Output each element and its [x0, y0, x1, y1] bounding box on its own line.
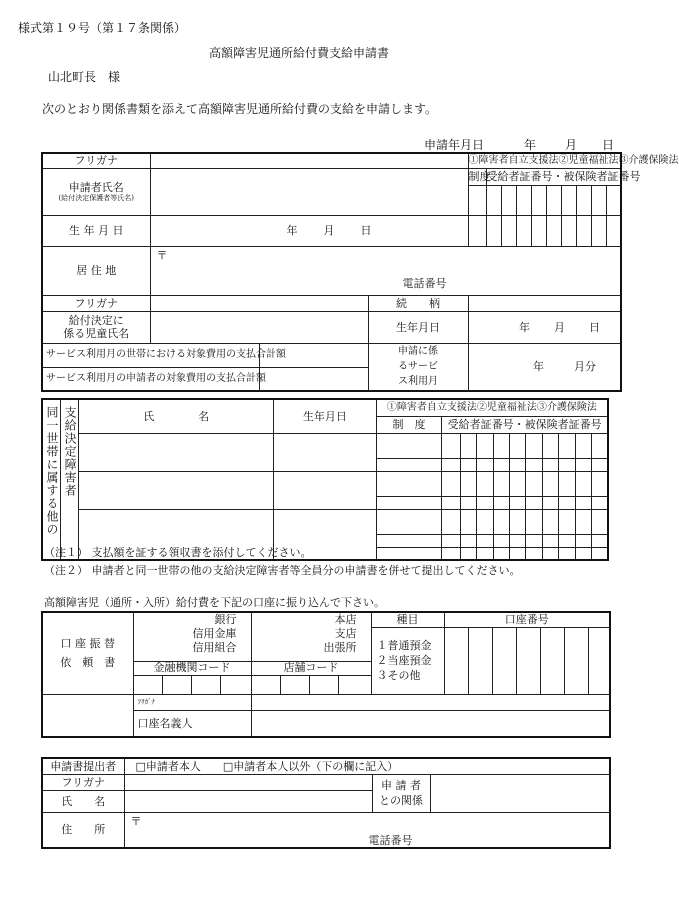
child-name-field[interactable]	[150, 311, 368, 343]
branch-code-digit[interactable]	[280, 675, 309, 694]
branch-type-3: 出張所	[323, 641, 357, 654]
applicant-total-field[interactable]	[259, 367, 368, 391]
member-number-digit[interactable]	[591, 458, 608, 471]
household-member-name[interactable]	[79, 433, 274, 471]
member-system[interactable]	[376, 458, 442, 471]
member-number-digit[interactable]	[442, 496, 460, 509]
submitter-table	[41, 757, 611, 849]
recipient-number-digit[interactable]	[486, 215, 501, 246]
recipient-number-digit[interactable]	[531, 215, 546, 246]
recipient-number-digit[interactable]	[546, 185, 561, 215]
household-member-name[interactable]	[79, 471, 274, 509]
service-month-field[interactable]	[468, 343, 621, 391]
bank-code-label: 金融機関コード	[133, 661, 251, 675]
member-number-digit[interactable]	[559, 534, 575, 547]
member-number-digit[interactable]	[477, 496, 493, 509]
member-number-digit[interactable]	[509, 433, 525, 458]
application-date-day: 日	[602, 138, 615, 152]
member-number-digit[interactable]	[575, 547, 591, 560]
bank-type-3: 信用組合	[192, 641, 237, 654]
member-number-digit[interactable]	[460, 458, 476, 471]
submitter-relation-label-2: との関係	[379, 794, 423, 807]
member-number-digit[interactable]	[591, 496, 608, 509]
intro-text: 次のとおり関係書類を添えて高額障害児通所給付費の支給を申請します。	[42, 102, 438, 116]
branch-code-digit[interactable]	[338, 675, 371, 694]
submitter-relation-label-1: 申 請 者	[381, 779, 421, 792]
bank-code-digit[interactable]	[133, 675, 162, 694]
child-relation-field[interactable]	[468, 295, 621, 311]
member-number-digit[interactable]	[542, 547, 558, 560]
applicant-birth-field[interactable]	[150, 215, 468, 246]
bank-code-digit[interactable]	[162, 675, 191, 694]
member-number-digit[interactable]	[442, 471, 460, 496]
submitter-relation-field[interactable]	[430, 774, 610, 812]
child-birth-field[interactable]	[468, 311, 621, 343]
child-name-label-1: 給付決定に	[68, 314, 124, 327]
submitter-other-checkbox[interactable]: □申請者本人以外（下の欄に記入）	[222, 759, 399, 773]
branch-code-digit[interactable]	[309, 675, 338, 694]
member-number-digit[interactable]	[477, 534, 493, 547]
application-date-label: 申請年月日	[424, 138, 485, 152]
applicant-address-field[interactable]	[150, 246, 621, 295]
member-number-digit[interactable]	[591, 433, 608, 458]
household-law-options: ①障害者自立支援法②児童福祉法③介護保険法	[376, 399, 608, 416]
account-number-digit[interactable]	[564, 627, 588, 694]
member-number-digit[interactable]	[526, 547, 542, 560]
child-name-label	[42, 311, 150, 343]
holder-name-field[interactable]	[251, 710, 610, 737]
member-number-digit[interactable]	[526, 496, 542, 509]
account-type-3[interactable]: ３その他	[376, 669, 421, 682]
birth-month-unit: 月	[323, 224, 335, 237]
applicant-law-options: ①障害者自立支援法②児童福祉法③介護保険法	[468, 153, 621, 168]
branch-code-digit[interactable]	[251, 675, 280, 694]
bank-type-1: 銀行	[214, 613, 237, 626]
recipient-number-digit[interactable]	[606, 215, 621, 246]
member-number-digit[interactable]	[442, 458, 460, 471]
service-month-label-1: 申請に係	[398, 346, 438, 358]
applicant-name-sub: (給付決定保護者等氏名)	[58, 193, 134, 202]
service-month-label-2: るサービ	[398, 361, 438, 373]
bank-code-digit[interactable]	[191, 675, 220, 694]
household-member-birth[interactable]	[274, 433, 377, 471]
application-date-month: 月	[565, 138, 578, 152]
applicant-birth-label: 生 年 月 日	[42, 215, 150, 246]
postal-mark: 〒	[156, 248, 168, 262]
service-month-unit: 月分	[574, 360, 597, 374]
account-number-digit[interactable]	[588, 627, 610, 694]
account-type-label: 種目	[371, 612, 444, 627]
applicant-total-label: サービス利用月の申請者の対象費用の支払合計額	[42, 367, 259, 391]
child-name-label-2: 係る児童氏名	[63, 327, 130, 340]
member-number-digit[interactable]	[575, 433, 591, 458]
recipient-number-digit[interactable]	[516, 185, 531, 215]
account-type-1[interactable]: １普通預金	[376, 639, 432, 652]
member-number-digit[interactable]	[526, 471, 542, 496]
member-number-digit[interactable]	[526, 534, 542, 547]
account-type-2[interactable]: ２当座預金	[376, 654, 432, 667]
member-number-digit[interactable]	[591, 534, 608, 547]
member-number-digit[interactable]	[559, 433, 575, 458]
submitter-self-checkbox[interactable]: □申請者本人	[135, 759, 201, 773]
member-number-digit[interactable]	[493, 547, 509, 560]
member-number-digit[interactable]	[591, 547, 608, 560]
recipient-number-digit[interactable]	[606, 185, 621, 215]
bank-type-2: 信用金庫	[192, 627, 237, 640]
member-number-digit[interactable]	[460, 509, 476, 534]
member-system[interactable]	[376, 509, 442, 534]
member-number-digit[interactable]	[526, 433, 542, 458]
member-number-digit[interactable]	[442, 433, 460, 458]
account-number-digit[interactable]	[540, 627, 564, 694]
member-number-digit[interactable]	[509, 471, 525, 496]
applicant-name-label	[42, 168, 150, 215]
submitter-name-field[interactable]	[124, 790, 372, 812]
account-number-label: 口座番号	[444, 612, 610, 627]
branch-type-1: 本店	[334, 613, 357, 626]
account-number-digit[interactable]	[468, 627, 492, 694]
household-vertical-label-2: 支給決定障害者	[60, 399, 78, 560]
applicant-system-field[interactable]	[468, 185, 486, 215]
household-name-header: 氏 名	[79, 399, 274, 433]
bank-label-spacer	[42, 694, 133, 737]
recipient-number-digit[interactable]	[531, 185, 546, 215]
submitter-furigana-label: フリガナ	[42, 774, 124, 790]
account-number-digit[interactable]	[444, 627, 468, 694]
member-number-digit[interactable]	[442, 547, 460, 560]
bank-name-field[interactable]	[133, 612, 251, 661]
member-number-digit[interactable]	[542, 458, 558, 471]
account-type-field[interactable]	[371, 627, 444, 694]
household-recipient-label: 受給者証番号・被保険者証番号	[442, 416, 608, 433]
recipient-number-digit[interactable]	[561, 185, 576, 215]
branch-code-label: 店舗コード	[251, 661, 371, 675]
service-month-label	[368, 343, 468, 391]
bank-request-label-2: 依 頼 書	[60, 656, 116, 670]
member-system[interactable]	[376, 547, 442, 560]
member-number-digit[interactable]	[442, 534, 460, 547]
child-birth-month-unit: 月	[554, 320, 566, 334]
submitter-furigana-field[interactable]	[124, 774, 372, 790]
member-number-digit[interactable]	[509, 458, 525, 471]
form-number: 様式第１９号（第１７条関係）	[18, 21, 187, 35]
bank-code-digit[interactable]	[220, 675, 251, 694]
submitter-options	[124, 758, 610, 774]
member-number-digit[interactable]	[493, 496, 509, 509]
applicant-name-field[interactable]	[150, 168, 468, 215]
member-number-digit[interactable]	[493, 534, 509, 547]
applicant-recipient-number-label: 受給者証番号・被保険者証番号	[486, 170, 641, 183]
holder-furigana-field[interactable]	[251, 694, 610, 710]
member-system[interactable]	[376, 496, 442, 509]
member-system[interactable]	[376, 534, 442, 547]
applicant-system-cell[interactable]	[468, 215, 486, 246]
member-number-digit[interactable]	[477, 547, 493, 560]
application-date-year: 年	[524, 138, 537, 152]
member-number-digit[interactable]	[542, 509, 558, 534]
child-furigana-field[interactable]	[150, 295, 368, 311]
member-number-digit[interactable]	[526, 509, 542, 534]
member-number-digit[interactable]	[591, 509, 608, 534]
household-system-label: 制 度	[376, 416, 442, 433]
member-number-digit[interactable]	[477, 433, 493, 458]
recipient-number-digit[interactable]	[501, 185, 516, 215]
birth-year-unit: 年	[286, 224, 298, 237]
birth-day-unit: 日	[360, 224, 372, 237]
applicant-address-label: 居 住 地	[42, 246, 150, 295]
bank-intro: 高額障害児（通所・入所）給付費を下記の口座に振り込んで下さい。	[44, 596, 385, 609]
member-number-digit[interactable]	[542, 534, 558, 547]
holder-furigana-label: ﾌﾘｶﾞﾅ	[133, 694, 251, 710]
member-number-digit[interactable]	[559, 496, 575, 509]
member-number-digit[interactable]	[575, 534, 591, 547]
member-number-digit[interactable]	[509, 496, 525, 509]
child-birth-year-unit: 年	[519, 320, 531, 334]
recipient-number-digit[interactable]	[576, 185, 591, 215]
member-number-digit[interactable]	[460, 433, 476, 458]
holder-name-label: 口座名義人	[133, 710, 251, 737]
recipient-number-digit[interactable]	[591, 185, 606, 215]
recipient-number-digit[interactable]	[591, 215, 606, 246]
member-number-digit[interactable]	[477, 471, 493, 496]
bank-request-label	[42, 612, 133, 694]
child-furigana-label: フリガナ	[42, 295, 150, 311]
member-number-digit[interactable]	[542, 496, 558, 509]
addressee: 山北町長 様	[48, 70, 121, 84]
child-relation-label: 続 柄	[368, 295, 468, 311]
recipient-number-digit[interactable]	[501, 215, 516, 246]
bank-table	[41, 611, 611, 738]
account-number-digit[interactable]	[516, 627, 540, 694]
recipient-number-digit[interactable]	[561, 215, 576, 246]
branch-name-field[interactable]	[251, 612, 371, 661]
member-number-digit[interactable]	[493, 471, 509, 496]
member-system[interactable]	[376, 433, 442, 458]
member-number-digit[interactable]	[509, 534, 525, 547]
member-number-digit[interactable]	[477, 458, 493, 471]
applicant-system-label: 制度	[468, 170, 491, 183]
member-number-digit[interactable]	[493, 458, 509, 471]
recipient-number-digit[interactable]	[576, 215, 591, 246]
member-number-digit[interactable]	[509, 547, 525, 560]
member-number-digit[interactable]	[559, 547, 575, 560]
service-month-label-3: ス利用月	[398, 376, 438, 388]
member-number-digit[interactable]	[442, 509, 460, 534]
member-number-digit[interactable]	[460, 471, 476, 496]
member-number-digit[interactable]	[460, 534, 476, 547]
page-title: 高額障害児通所給付費支給申請書	[209, 46, 390, 60]
submitter-address-field[interactable]	[124, 812, 610, 848]
applicant-furigana-label: フリガナ	[42, 153, 150, 168]
submitter-relation-label	[372, 774, 430, 812]
note-1: （注１） 支払額を証する領収書を添付してください。	[44, 546, 312, 559]
child-birth-label: 生年月日	[368, 311, 468, 343]
bank-request-label-1: 口 座 振 替	[60, 637, 115, 651]
service-year-unit: 年	[533, 360, 545, 374]
household-member-birth[interactable]	[274, 471, 377, 509]
member-number-digit[interactable]	[575, 458, 591, 471]
submitter-name-label: 氏 名	[42, 790, 124, 812]
member-number-digit[interactable]	[575, 471, 591, 496]
submitter-label: 申請書提出者	[42, 758, 124, 774]
recipient-number-digit[interactable]	[486, 185, 501, 215]
member-number-digit[interactable]	[591, 471, 608, 496]
submitter-phone-label: 電話番号	[368, 833, 413, 847]
member-number-digit[interactable]	[509, 509, 525, 534]
applicant-furigana-field[interactable]	[150, 153, 468, 168]
household-table	[41, 398, 609, 561]
household-vertical-label-1: 同一世帯に属する他の	[42, 399, 60, 560]
branch-type-2: 支店	[334, 627, 357, 640]
member-number-digit[interactable]	[575, 509, 591, 534]
applicant-phone-label: 電話番号	[402, 276, 447, 290]
member-number-digit[interactable]	[526, 458, 542, 471]
submitter-postal-mark: 〒	[130, 814, 142, 828]
recipient-number-digit[interactable]	[516, 215, 531, 246]
member-number-digit[interactable]	[559, 509, 575, 534]
member-number-digit[interactable]	[493, 509, 509, 534]
member-number-digit[interactable]	[559, 471, 575, 496]
member-system[interactable]	[376, 471, 442, 496]
account-number-digit[interactable]	[492, 627, 516, 694]
member-number-digit[interactable]	[460, 496, 476, 509]
note-2: （注２） 申請者と同一世帯の他の支給決定障害者等全員分の申請書を併せて提出してください。	[44, 564, 521, 577]
member-number-digit[interactable]	[477, 509, 493, 534]
child-birth-day-unit: 日	[589, 320, 601, 334]
applicant-table	[41, 152, 679, 392]
household-total-label: サービス利用月の世帯における対象費用の支払合計額	[42, 343, 259, 367]
member-number-digit[interactable]	[542, 433, 558, 458]
household-birth-header: 生年月日	[274, 399, 377, 433]
member-number-digit[interactable]	[460, 547, 476, 560]
member-number-digit[interactable]	[493, 433, 509, 458]
member-number-digit[interactable]	[559, 458, 575, 471]
member-number-digit[interactable]	[575, 496, 591, 509]
applicant-name-title: 申請者氏名	[68, 180, 124, 194]
recipient-number-digit[interactable]	[546, 215, 561, 246]
submitter-address-label: 住 所	[42, 812, 124, 848]
member-number-digit[interactable]	[542, 471, 558, 496]
